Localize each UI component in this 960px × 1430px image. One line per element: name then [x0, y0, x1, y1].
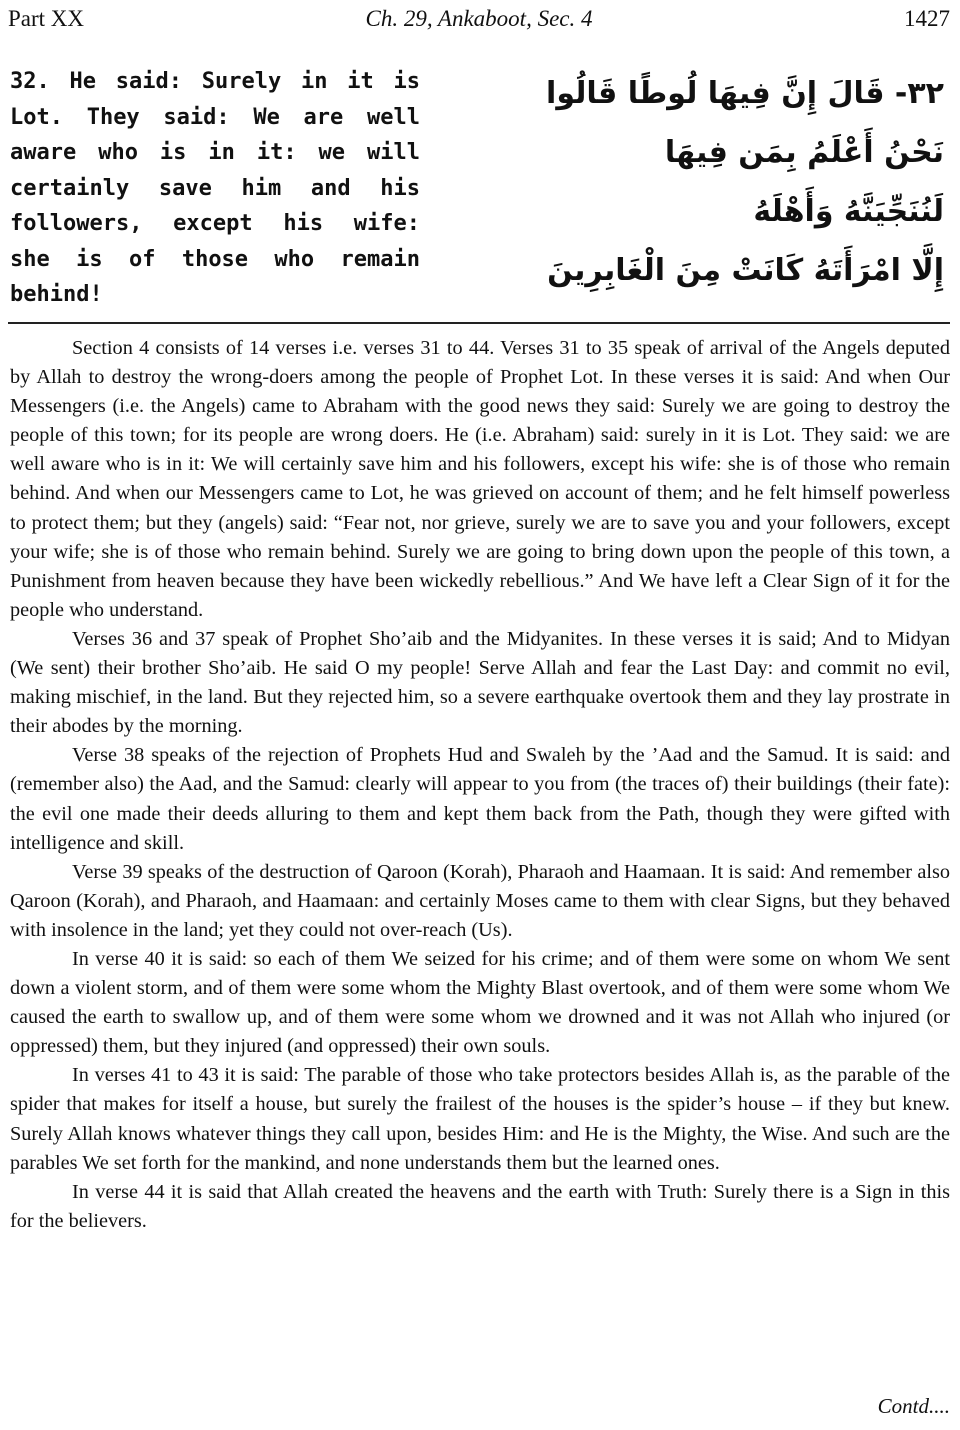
commentary-paragraph: Verses 36 and 37 speak of Prophet Sho’aib and the Midyanites. In these verses it is said; And to Midyan (We sent) their brother Sho’aib. He said O my people! Serve Allah and fear the Last Day: and commit no evil, making mischief, in the land. But they rejected him, so a severe earthquake overtook them and they lay prostrate in their abodes by the morning. — [10, 627, 950, 738]
page-number: 1427 — [904, 6, 950, 31]
section-divider — [8, 322, 950, 324]
chapter-title: Ch. 29, Ankaboot, Sec. 4 — [365, 6, 593, 31]
commentary-paragraph: In verse 44 it is said that Allah created the heavens and the earth with Truth: Surely there is a Sign in this for the believers. — [10, 1180, 950, 1232]
arabic-line: ٣٢- قَالَ إِنَّ فِيهَا لُوطًا قَالُوا — [546, 76, 944, 111]
commentary-paragraph: In verses 41 to 43 it is said: The parable of those who take protectors besides Allah is, as the parable of the spider that makes for itself a house, but surely the frailest of the houses is the spider’s house – if they but knew. Surely Allah knows whatever things they call upon, besides Him: and He is the Mighty, the Wise. And such are the parables We set forth for the mankind, and none understands them but the learned ones. — [10, 1064, 950, 1174]
arabic-line: لَنُنَجِّيَنَّهُ وَأَهْلَهُ — [753, 194, 944, 229]
verse-translation: 32. He said: Surely in it is Lot. They said: We are well aware who is in it: we will certainly save him and his followers, except his wife: she is of those who remain behind! — [10, 69, 420, 307]
arabic-line: إِلَّا امْرَأَتَهُ كَانَتْ مِنَ الْغَابِرِينَ — [547, 253, 944, 288]
commentary-paragraph: Verse 38 speaks of the rejection of Prophets Hud and Swaleh by the ’Aad and the Samud. It is said: and (remember also) the Aad, and the Samud: clearly will appear to you from (the traces of) their buildings (their fate): the evil one made their deeds alluring to them and kept them back from the Path, though they were gifted with intelligence and skill. — [10, 744, 950, 854]
continued-note: Contd.... — [877, 1394, 950, 1418]
commentary-paragraph: In verse 40 it is said: so each of them We seized for his crime; and of them were some on whom We sent down a violent storm, and of them were some whom the Mighty Blast overtook, and of them were some whom We caused the earth to swallow up, and of them were some whom we drowned and it was not Allah who injured (or oppressed) them, but they injured (and oppressed) their own souls. — [10, 947, 950, 1058]
arabic-verse — [546, 64, 944, 300]
part-label: Part XX — [8, 6, 85, 31]
commentary — [10, 334, 950, 1236]
page-header — [8, 2, 950, 36]
commentary-paragraph: Verse 39 speaks of the destruction of Qaroon (Korah), Pharaoh and Haamaan. It is said: And remember also Qaroon (Korah), and Pharaoh, and Haamaan: and certainly Moses came to them with clear Signs, but they behaved with insolence in the land; yet they could not over-reach (Us). — [10, 860, 950, 941]
verse-block — [8, 64, 950, 314]
commentary-paragraph: Section 4 consists of 14 verses i.e. verses 31 to 44. Verses 31 to 35 speak of arrival of the Angels deputed by Allah to destroy the wrong-doers among the people of Prophet Lot. In these verses it is said: And when Our Messengers (i.e. the Angels) came to Abraham with the good news they said: Surely we are going to destroy the people of this town; for its people are wrong doers. He (i.e. Abraham) said: surely in it is Lot. They said: we are well aware who is in it: We will certainly save him and his followers, except his wife: she is of those who remain behind. And when our Messengers came to Lot, he was grieved on account of them; and he felt himself powerless to protect them; but they (angels) said: “Fear not, nor grieve, surely we are to save you and your followers, except your wife; she is of those who remain behind. Surely we are going to bring down upon the people of this town, a Punishment from heaven because they have been wickedly rebellious.” And We have left a Clear Sign of it for the people who understand. — [10, 337, 950, 621]
arabic-line: نَحْنُ أَعْلَمُ بِمَن فِيهَا — [664, 135, 944, 170]
